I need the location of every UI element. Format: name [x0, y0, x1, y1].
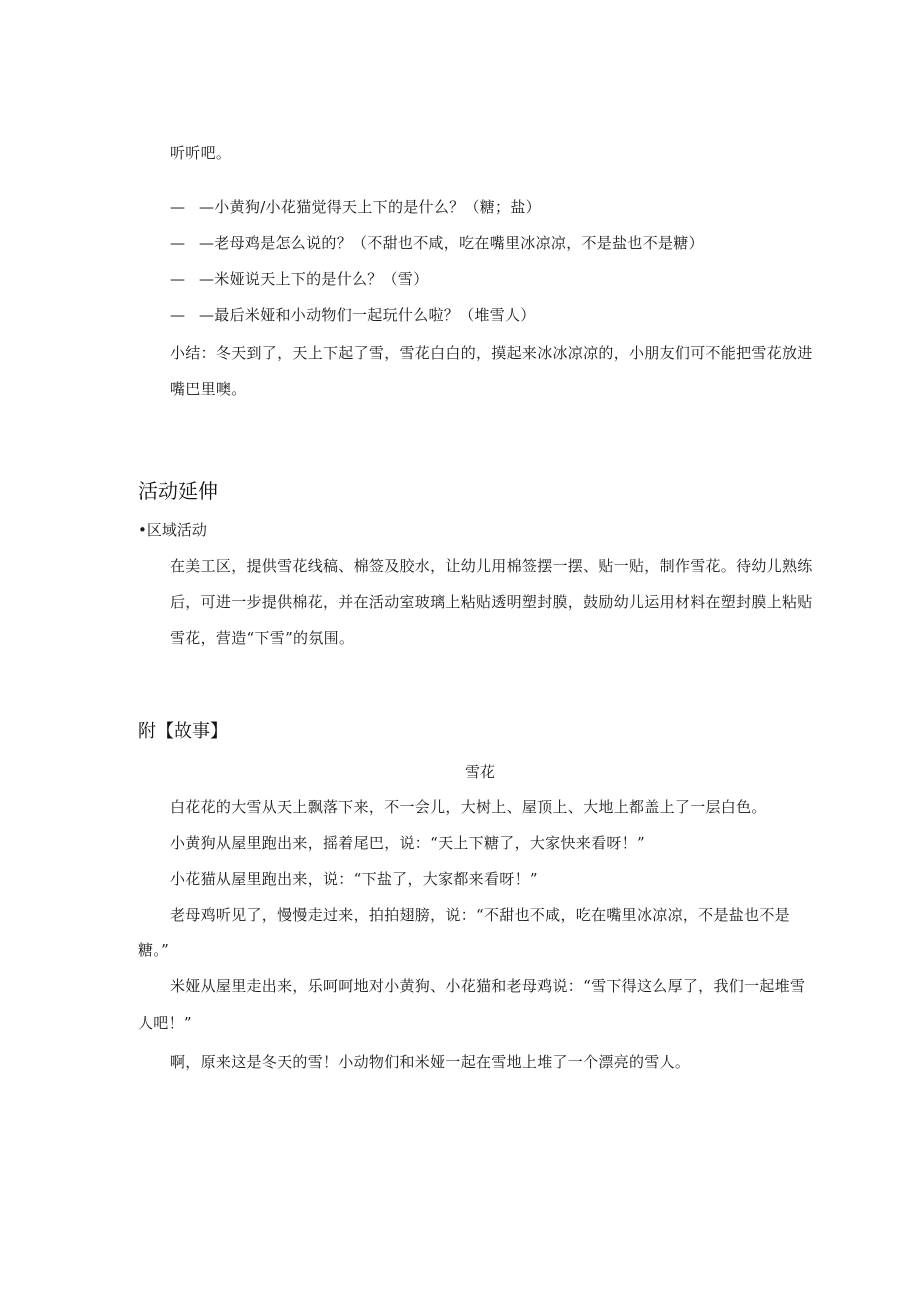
question-dash: — — [170, 234, 185, 252]
question-dash: — — [170, 306, 185, 324]
story-paragraph: 啊，原来这是冬天的雪！小动物们和米娅一起在雪地上堆了一个漂亮的雪人。 — [170, 1053, 691, 1071]
question-item: —老母鸡是怎么说的？（不甜也不咸，吃在嘴里冰凉凉，不是盐也不是糖） — [199, 234, 704, 252]
extension-paragraph: 后，可进一步提供棉花，并在活动室玻璃上粘贴透明塑封膜，鼓励幼儿运用材料在塑封膜上粘贴 — [170, 593, 813, 611]
extension-paragraph: 在美工区，提供雪花线稿、棉签及胶水，让幼儿用棉签摆一摆、贴一贴，制作雪花。待幼儿熟练 — [170, 557, 813, 575]
question-dash: — — [170, 270, 185, 288]
story-paragraph: 米娅从屋里走出来，乐呵呵地对小黄狗、小花猫和老母鸡说：“雪下得这么厚了，我们一起堆雪 — [170, 977, 806, 995]
intro-text: 听听吧。 — [170, 144, 232, 162]
story-paragraph-continued: 糖。” — [138, 941, 170, 959]
story-paragraph: 小黄狗从屋里跑出来，摇着尾巴，说：“天上下糖了，大家快来看呀！” — [170, 834, 645, 852]
story-paragraph: 白花花的大雪从天上飘落下来，不一会儿，大树上、屋顶上、大地上都盖上了一层白色。 — [170, 798, 767, 816]
summary-text-continued: 嘴巴里噢。 — [170, 380, 247, 398]
story-title: 雪花 — [464, 763, 495, 781]
extension-paragraph: 雪花，营造“下雪”的氛围。 — [170, 629, 355, 647]
question-item: —米娅说天上下的是什么？（雪） — [199, 270, 429, 288]
story-paragraph-continued: 人吧！” — [138, 1014, 192, 1032]
subheading-area-activity: •区域活动 — [138, 521, 207, 539]
section-heading-extension: 活动延伸 — [138, 479, 218, 503]
summary-text: 小结：冬天到了，天上下起了雪，雪花白白的，摸起来冰冰凉凉的，小朋友们可不能把雪花放进 — [170, 344, 813, 362]
story-paragraph: 老母鸡听见了，慢慢走过来，拍拍翅膀，说：“不甜也不咸，吃在嘴里冰凉凉，不是盐也不是 — [170, 906, 790, 924]
story-paragraph: 小花猫从屋里跑出来，说：“下盐了，大家都来看呀！” — [170, 870, 538, 888]
question-item: —小黄狗/小花猫觉得天上下的是什么？（糖；盐） — [199, 198, 541, 216]
section-heading-story: 附【故事】 — [138, 721, 228, 742]
question-dash: — — [170, 198, 185, 216]
question-item: —最后米娅和小动物们一起玩什么啦？（堆雪人） — [199, 306, 536, 324]
